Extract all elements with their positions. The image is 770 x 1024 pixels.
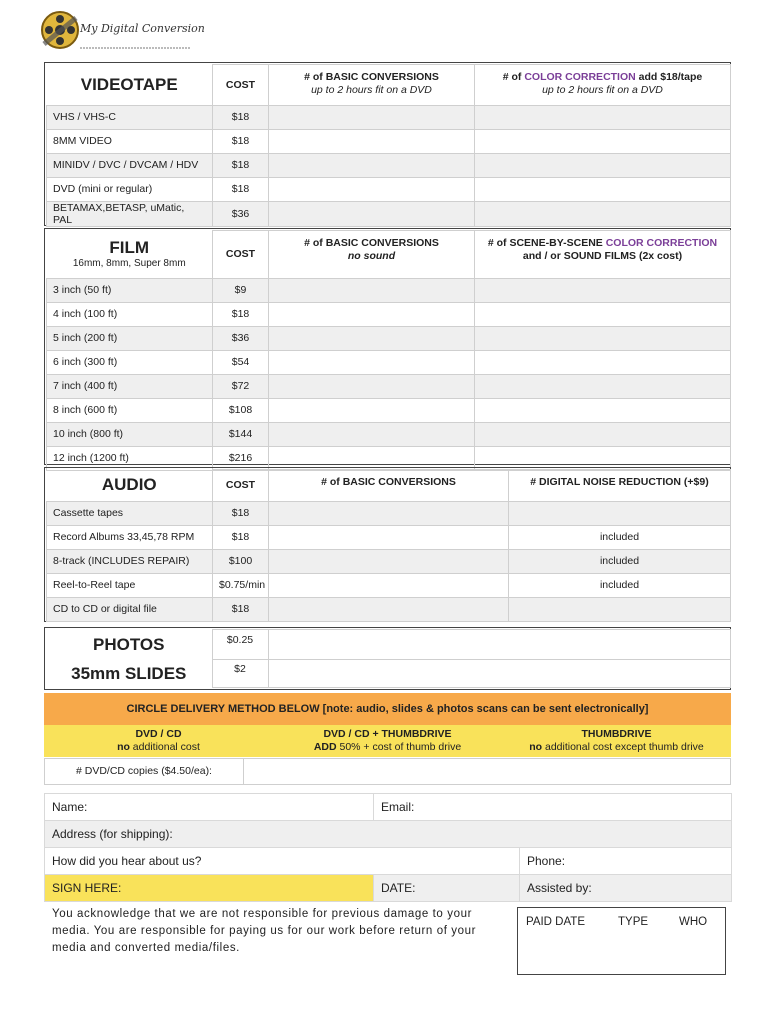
delivery-section	[44, 693, 731, 757]
videotape-item: MINIDV / DVC / DVCAM / HDV	[47, 153, 213, 177]
film-color-input[interactable]	[475, 398, 731, 422]
table-row	[47, 350, 731, 374]
audio-item: Record Albums 33,45,78 RPM	[47, 525, 213, 549]
audio-item: 8-track (INCLUDES REPAIR)	[47, 549, 213, 573]
videotape-color-sub: up to 2 hours fit on a DVD	[542, 84, 663, 96]
videotape-basic-input[interactable]	[269, 153, 475, 177]
film-cost: $36	[213, 326, 269, 350]
film-basic-input[interactable]	[269, 446, 475, 470]
photos-title: PHOTOS	[93, 634, 165, 654]
film-reel-icon	[40, 10, 80, 50]
delivery-option-bold: ADD	[313, 741, 337, 753]
table-row	[47, 573, 731, 597]
videotape-item: BETAMAX,BETASP, uMatic, PAL	[47, 201, 213, 226]
date-field[interactable]: DATE:	[374, 875, 520, 902]
film-color-sub: and / or SOUND FILMS (2x cost)	[522, 250, 683, 262]
film-title-cell	[47, 231, 213, 279]
audio-noise-input[interactable]	[509, 501, 731, 525]
videotape-color-input[interactable]	[475, 177, 731, 201]
film-color-input[interactable]	[475, 374, 731, 398]
table-row	[47, 597, 731, 621]
table-row	[47, 525, 731, 549]
videotape-basic-sub: up to 2 hours fit on a DVD	[311, 84, 432, 96]
film-color-input[interactable]	[475, 326, 731, 350]
film-basic-sub: no sound	[347, 250, 396, 262]
delivery-option-thumbdrive[interactable]	[502, 725, 731, 757]
film-cost: $9	[213, 278, 269, 302]
email-field[interactable]: Email:	[374, 794, 732, 821]
delivery-option-title: THUMBDRIVE	[581, 728, 652, 740]
film-basic-input[interactable]	[269, 302, 475, 326]
table-row	[47, 153, 731, 177]
table-row	[47, 105, 731, 129]
film-color-input[interactable]	[475, 446, 731, 470]
film-item: 5 inch (200 ft)	[47, 326, 213, 350]
videotape-table	[46, 64, 731, 227]
videotape-item: VHS / VHS-C	[47, 105, 213, 129]
film-item: 7 inch (400 ft)	[47, 374, 213, 398]
videotape-color-highlight: COLOR CORRECTION	[524, 71, 636, 83]
film-item: 6 inch (300 ft)	[47, 350, 213, 374]
videotape-basic-input[interactable]	[269, 177, 475, 201]
delivery-option-desc: 50% + cost of thumb drive	[336, 741, 462, 753]
videotape-color-header	[475, 65, 731, 106]
delivery-option-desc: additional cost except thumb drive	[542, 741, 704, 753]
videotape-basic-input[interactable]	[269, 129, 475, 153]
videotape-basic-title: # of BASIC CONVERSIONS	[304, 71, 439, 83]
videotape-basic-input[interactable]	[269, 105, 475, 129]
videotape-item: 8MM VIDEO	[47, 129, 213, 153]
audio-basic-input[interactable]	[269, 525, 509, 549]
delivery-option-bold: no	[529, 741, 543, 753]
videotape-basic-header	[269, 65, 475, 106]
videotape-cost: $36	[213, 201, 269, 226]
photos-cost: $0.25	[212, 630, 268, 660]
copies-row	[44, 758, 731, 785]
film-cost: $72	[213, 374, 269, 398]
audio-cost: $0.75/min	[213, 573, 269, 597]
audio-cost: $18	[213, 597, 269, 621]
table-row	[47, 177, 731, 201]
film-color-input[interactable]	[475, 278, 731, 302]
table-row	[47, 201, 731, 226]
film-item: 8 inch (600 ft)	[47, 398, 213, 422]
audio-cost: $18	[213, 525, 269, 549]
film-color-prefix: # of SCENE-BY-SCENE	[487, 237, 606, 249]
audio-item: Cassette tapes	[47, 501, 213, 525]
delivery-option-bold: no	[117, 741, 130, 753]
slides-title: 35mm SLIDES	[71, 663, 187, 683]
table-row	[47, 326, 731, 350]
videotape-color-prefix: # of	[502, 71, 525, 83]
audio-noise-header: # DIGITAL NOISE REDUCTION (+$9)	[509, 470, 731, 502]
address-field[interactable]: Address (for shipping):	[45, 821, 732, 848]
slides-cost: $2	[212, 660, 268, 688]
videotape-item: DVD (mini or regular)	[47, 177, 213, 201]
brand-name: My Digital Conversion	[80, 22, 205, 35]
film-table	[46, 230, 731, 471]
referral-field[interactable]: How did you hear about us?	[45, 848, 520, 875]
office-use-box	[517, 907, 726, 975]
type-label: TYPE	[618, 916, 649, 928]
table-row	[47, 446, 731, 470]
photos-table	[46, 629, 731, 688]
videotape-color-input[interactable]	[475, 129, 731, 153]
film-cost: $216	[213, 446, 269, 470]
film-cost: $54	[213, 350, 269, 374]
film-basic-input[interactable]	[269, 422, 475, 446]
film-item: 4 inch (100 ft)	[47, 302, 213, 326]
phone-field[interactable]: Phone:	[520, 848, 732, 875]
acknowledgement-text: You acknowledge that we are not responsible for previous damage to your media. You are responsible for paying us for our work before return of your media and converted media/files.	[52, 908, 477, 954]
table-row	[47, 501, 731, 525]
film-color-header	[475, 231, 731, 279]
audio-noise-value: included	[509, 549, 731, 573]
film-basic-input[interactable]	[269, 278, 475, 302]
assisted-by-field[interactable]: Assisted by:	[520, 875, 732, 902]
film-cost: $108	[213, 398, 269, 422]
film-title: FILM	[109, 238, 150, 257]
audio-item: Reel-to-Reel tape	[47, 573, 213, 597]
paid-date-label: PAID DATE	[526, 916, 585, 928]
delivery-option-dvd-thumbdrive[interactable]	[273, 725, 502, 757]
film-item: 12 inch (1200 ft)	[47, 446, 213, 470]
videotape-cost: $18	[213, 105, 269, 129]
audio-cost-header: COST	[213, 470, 269, 502]
table-row	[47, 278, 731, 302]
audio-noise-input[interactable]	[509, 597, 731, 621]
film-color-input[interactable]	[475, 350, 731, 374]
videotape-cost-header: COST	[213, 65, 269, 106]
film-cost: $18	[213, 302, 269, 326]
videotape-title: VIDEOTAPE	[80, 74, 178, 94]
slides-input[interactable]	[268, 660, 730, 688]
film-color-highlight: COLOR CORRECTION	[605, 237, 718, 249]
film-subtitle: 16mm, 8mm, Super 8mm	[72, 258, 186, 269]
videotape-cost: $18	[213, 129, 269, 153]
audio-item: CD to CD or digital file	[47, 597, 213, 621]
brand-rule	[80, 47, 190, 49]
audio-basic-input[interactable]	[269, 573, 509, 597]
film-color-input[interactable]	[475, 302, 731, 326]
film-basic-input[interactable]	[269, 350, 475, 374]
film-cost: $144	[213, 422, 269, 446]
audio-basic-input[interactable]	[269, 597, 509, 621]
table-row	[47, 549, 731, 573]
film-item: 10 inch (800 ft)	[47, 422, 213, 446]
copies-input[interactable]	[244, 759, 730, 784]
audio-basic-input[interactable]	[269, 549, 509, 573]
delivery-option-title: DVD / CD + THUMBDRIVE	[323, 728, 452, 740]
videotape-color-suffix: add $18/tape	[635, 71, 703, 83]
delivery-heading: CIRCLE DELIVERY METHOD BELOW [note: audio, slides & photos scans can be sent electronically]	[44, 693, 731, 725]
photos-input[interactable]	[268, 630, 730, 660]
videotape-color-input[interactable]	[475, 153, 731, 177]
audio-noise-value: included	[509, 573, 731, 597]
audio-table	[46, 469, 731, 622]
audio-cost: $18	[213, 501, 269, 525]
table-row	[47, 129, 731, 153]
film-cost-header: COST	[213, 231, 269, 279]
videotape-basic-input[interactable]	[269, 201, 475, 226]
film-color-input[interactable]	[475, 422, 731, 446]
delivery-option-dvd[interactable]	[44, 725, 273, 757]
audio-title: AUDIO	[101, 475, 157, 494]
table-row	[47, 398, 731, 422]
videotape-color-input[interactable]	[475, 201, 731, 226]
copies-label: # DVD/CD copies ($4.50/ea):	[45, 759, 244, 784]
film-item: 3 inch (50 ft)	[47, 278, 213, 302]
signature-field[interactable]: SIGN HERE:	[45, 875, 374, 902]
delivery-options	[44, 725, 731, 757]
videotape-cost: $18	[213, 177, 269, 201]
delivery-option-desc: additional cost	[129, 741, 200, 753]
audio-basic-input[interactable]	[269, 501, 509, 525]
audio-cost: $100	[213, 549, 269, 573]
film-basic-title: # of BASIC CONVERSIONS	[304, 237, 439, 249]
film-basic-input[interactable]	[269, 374, 475, 398]
audio-basic-header: # of BASIC CONVERSIONS	[269, 470, 509, 502]
delivery-option-title: DVD / CD	[135, 728, 182, 740]
table-row	[47, 374, 731, 398]
film-basic-header	[269, 231, 475, 279]
videotape-cost: $18	[213, 153, 269, 177]
table-row	[47, 422, 731, 446]
audio-noise-value: included	[509, 525, 731, 549]
film-basic-input[interactable]	[269, 398, 475, 422]
who-label: WHO	[679, 916, 708, 928]
contact-table	[44, 793, 732, 902]
name-field[interactable]: Name:	[45, 794, 374, 821]
table-row	[47, 302, 731, 326]
videotape-color-input[interactable]	[475, 105, 731, 129]
film-basic-input[interactable]	[269, 326, 475, 350]
